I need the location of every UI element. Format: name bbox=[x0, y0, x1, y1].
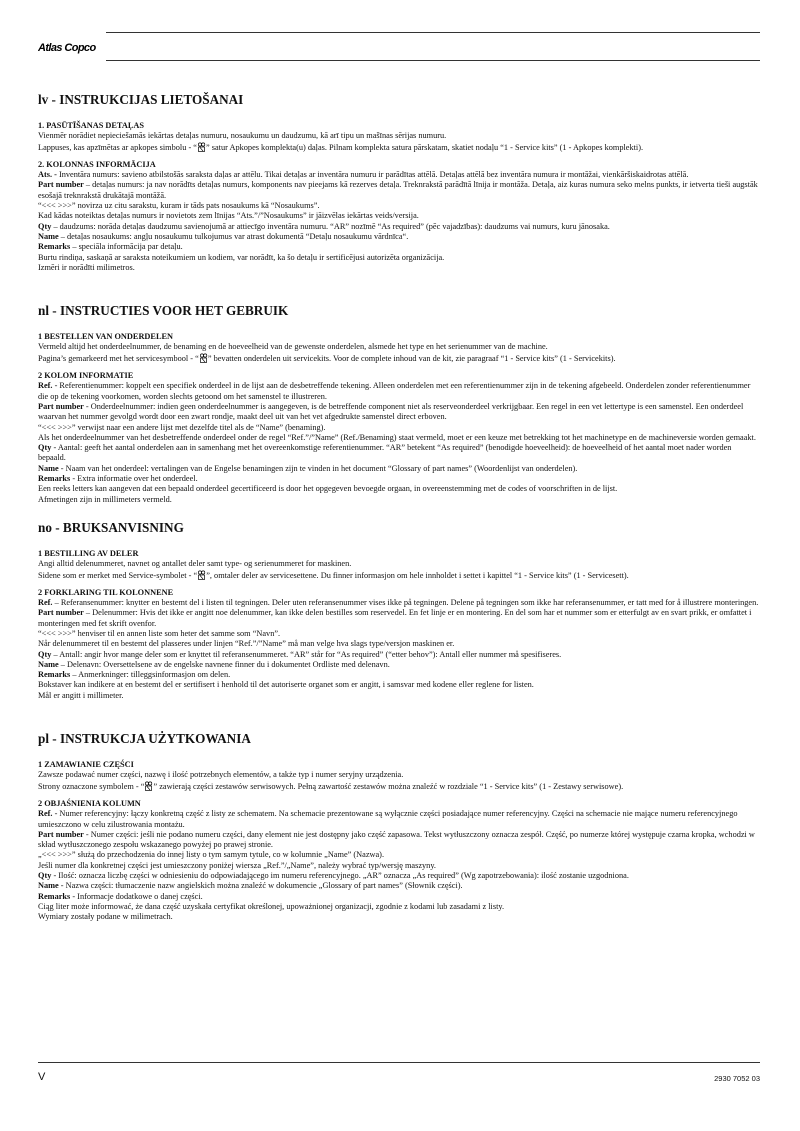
paragraph: Remarks - Extra informatie over het onderdeel. bbox=[38, 474, 198, 484]
paragraph: Angi alltid delenummeret, navnet og antallet deler samt type- og serienummeret for maskinen. bbox=[38, 559, 352, 569]
section-title-lv: lv - INSTRUKCIJAS LIETOŠANAI bbox=[38, 92, 244, 107]
paragraph: Een reeks letters kan aangeven dat een bepaald onderdeel gecertificeerd is door het opgegeven bevoegde orgaan, in overeenstemming met de codes of voorschriften in de lijst. bbox=[38, 484, 618, 494]
paragraph: Name - Naam van het onderdeel: vertalingen van de Engelse benamingen zijn te vinden in het document “Glossary of part names” (Woordenlijst van onderdelen). bbox=[38, 463, 578, 473]
document-body bbox=[38, 92, 760, 923]
paragraph: Wymiary zostały podane w milimetrach. bbox=[38, 912, 173, 922]
paragraph: Part number – Delenummer: Hvis det ikke er angitt noe delenummer, kan ikke delen bestilles som reservedel. En fet linje er en montering. En del som har et nummer som er etterfulgt av en svart prikk, er omfattet i monteringen med fet skrift ovenfor. bbox=[38, 608, 752, 628]
section-title-nl: nl - INSTRUCTIES VOOR HET GEBRUIK bbox=[38, 303, 289, 319]
paragraph: Vienmēr norādiet nepieciešamās iekārtas detaļas numuru, nosaukumu un daudzumu, kā arī tipu un mašīnas sērijas numuru. bbox=[38, 131, 447, 141]
paragraph: Qty - Aantal: geeft het aantal onderdelen aan in samenhang met het overeenkomstige referentienummer. “AR” betekent “As required” (benodigde hoeveelheid): de hoeveelheid of het aantal moet nader worden bepaald. bbox=[38, 443, 732, 463]
paragraph: Jeśli numer dla konkretnej części jest umieszczony poniżej wiersza „Ref.”/„Name”, należy wybrać typ/wersję maszyny. bbox=[38, 860, 437, 870]
paragraph: Sidene som er merket med Service-symbolet - “ ”, omtaler deler av servicesettene. Du finner informasjon om hele innholdet i settet i kapittel “1 - Service kits” (1 - Servicesett). bbox=[38, 570, 629, 580]
paragraph: Pagina’s gemarkeerd met het servicesymbool - “ ” bevatten onderdelen uit servicekits. Voor de complete inhoud van de kit, zie paragraaf “1 - Service kits” (1 - Servicekits). bbox=[38, 353, 616, 363]
subheading-columns-no: 2 FORKLARING TIL KOLONNENE bbox=[38, 587, 174, 597]
page-number: V bbox=[38, 1071, 46, 1083]
atlas-copco-logo bbox=[38, 38, 96, 54]
paragraph: Burtu rindiņa, saskaņā ar saraksta noteikumiem un kodiem, var norādīt, ka šo detaļu ir sertificējusi autorizēta organizācija. bbox=[38, 252, 445, 262]
paragraph: Remarks – Anmerkninger: tilleggsinformasjon om delen. bbox=[38, 670, 231, 680]
paragraph: Ats. - Inventāra numurs: savieno atbilstošās saraksta daļas ar attēlu. Tikai detaļas ar inventāra numuru ir parādītas attēlā. Detaļas attēlā bez inventāra numura ir montāžai, vienkāršiskaidrotas attēlā. bbox=[38, 170, 689, 180]
subheading-columns-nl: 2 KOLOM INFORMATIE bbox=[38, 371, 134, 381]
paragraph: Når delenummeret til en bestemt del plasseres under linjen “Ref.”/”Name” må man velge hva slags type/versjon maskinen er. bbox=[38, 639, 455, 649]
subheading-columns-pl: 2 OBJAŚNIENIA KOLUMN bbox=[38, 798, 141, 808]
paragraph: „<<< >>>” służą do przechodzenia do innej listy o tym samym tytule, co w kolumnie „Name” (Nazwa). bbox=[38, 850, 385, 860]
paragraph: Qty - Ilość: oznacza liczbę części w odniesieniu do odpowiadającego im numeru referencyjnego. „AR” oznacza „As required” (Wg zapotrzebowania): ilość zostanie uzgodniona. bbox=[38, 871, 629, 881]
page-header bbox=[38, 32, 760, 56]
header-rule-top bbox=[106, 32, 760, 33]
paragraph: “<<< >>>” novirza uz citu sarakstu, kuram ir tāds pats nosaukums kā “Nosaukums”. bbox=[38, 201, 320, 211]
paragraph: Afmetingen zijn in millimeters vermeld. bbox=[38, 494, 172, 504]
paragraph: Remarks – speciāla informācija par detaļu. bbox=[38, 242, 183, 252]
subheading-ordering-no: 1 BESTILLING AV DELER bbox=[38, 548, 139, 558]
paragraph: Izmēri ir norādīti milimetros. bbox=[38, 262, 135, 272]
header-rule-bottom bbox=[106, 60, 760, 61]
paragraph: Part number – detaļas numurs: ja nav norādīts detaļas numurs, komponents nav pieejams kā rezerves detaļa. Treknrakstā parādītā līnija ir montāža. Detaļa, aiz kuras numura seko melns punkts, ir ietverta tieši augstāk esošajā treknrakstā drukātajā montāžā. bbox=[38, 180, 758, 200]
paragraph: Name – detaļas nosaukums: angļu nosaukumu tulkojumus var atrast dokumentā “Detaļu nosaukumu vārdnīca“. bbox=[38, 231, 409, 241]
paragraph: Mål er angitt i millimeter. bbox=[38, 690, 124, 700]
paragraph: Lappuses, kas apzīmētas ar apkopes simbolu - “ ” satur Apkopes komplekta(u) daļas. Pilnam komplekta satura pārskatam, skatiet nodaļu “1 - Service kits” (1 - Apkopes komplekti). bbox=[38, 142, 644, 152]
paragraph: Ref. - Referentienummer: koppelt een specifiek onderdeel in de lijst aan de desbetreffende tekening. Alleen onderdelen met een referentienummer zijn in de tekening afgebeeld. Onderdelen zonder referentienummer die op de tekening voorkomen, worden slechts getoond om het samenstel te illustreren. bbox=[38, 381, 751, 401]
service-kit-icon bbox=[197, 142, 206, 152]
paragraph: Ciąg liter może informować, że dana część uzyskała certyfikat określonej, upoważnionej organizacji, zgodnie z kodami lub zasadami z listy. bbox=[38, 901, 505, 911]
paragraph: Zawsze podawać numer części, nazwę i ilość potrzebnych elementów, a także typ i numer seryjny urządzenia. bbox=[38, 770, 404, 780]
subheading-ordering-pl: 1 ZAMAWIANIE CZĘŚCI bbox=[38, 760, 134, 770]
service-kit-icon bbox=[197, 570, 206, 580]
subheading-ordering-lv: 1. PASŪTĪŠANAS DETAĻAS bbox=[38, 121, 144, 130]
section-title-pl: pl - INSTRUKCJA UŻYTKOWANIA bbox=[38, 731, 251, 747]
subheading-ordering-nl: 1 BESTELLEN VAN ONDERDELEN bbox=[38, 332, 174, 342]
paragraph: Strony oznaczone symbolem - “ ” zawierają części zestawów serwisowych. Pełną zawartość zestawów można znaleźć w rozdziale “1 - Service kits” (1 - Zestawy serwisowe). bbox=[38, 781, 624, 791]
paragraph: Kad kādas noteiktas detaļas numurs ir novietots zem līnijas “Ats.”/”Nosaukums” ir jāizvēlas iekārtas veids/versija. bbox=[38, 211, 419, 221]
paragraph: Remarks - Informacje dodatkowe o danej części. bbox=[38, 891, 203, 901]
svg-text:Atlas Copco: Atlas Copco bbox=[38, 42, 96, 54]
service-kit-icon bbox=[199, 353, 208, 363]
paragraph: Name – Delenavn: Oversettelsene av de engelske navnene finner du i dokumentet Ordliste med delenavn. bbox=[38, 659, 390, 669]
paragraph: Part number - Numer części: jeśli nie podano numeru części, dany element nie jest dostępny jako część zapasowa. Tekst wytłuszczony oznacza zespół. Część, po numerze której występuje czarna kropka, wchodzi w skład wytłuszczonego zespołu wskazanego powyżej po prawej stronie. bbox=[38, 829, 755, 850]
paragraph: “<<< >>>” verwijst naar een andere lijst met dezelfde titel als de “Name” (benaming). bbox=[38, 422, 326, 432]
paragraph: Bokstaver kan indikere at en bestemt del er sertifisert i henhold til det autoriserte organet som er angitt, i samsvar med kodene eller reglene for listen. bbox=[38, 680, 534, 690]
paragraph: Qty – Antall: angir hvor mange deler som er knyttet til referansenummeret. “AR” står for “As required” (“etter behov”): Antall eller nummer må spesifiseres. bbox=[38, 649, 562, 659]
document-number: 2930 7052 03 bbox=[714, 1074, 760, 1083]
paragraph: Ref. - Numer referencyjny: łączy konkretną część z listy ze schematem. Na schemacie prezentowane są wyłącznie części posiadające numer referencyjny. Części na schemacie nie mające numeru referencyjnego umieszczono w celu zilustrowania montażu. bbox=[38, 809, 738, 829]
section-title-no: no - BRUKSANVISNING bbox=[38, 519, 184, 535]
subheading-columns-lv: 2. KOLONNAS INFORMĀCIJA bbox=[38, 159, 156, 169]
footer-rule bbox=[38, 1062, 760, 1063]
paragraph: Ref. – Referansenummer: knytter en bestemt del i listen til tegningen. Deler uten referansenummer vises ikke på tegningen. Delene på tegningen som ikke har referansenummer, er tatt med for å illustrere monteringen. bbox=[38, 598, 759, 608]
paragraph: Als het onderdeelnummer van het desbetreffende onderdeel onder de regel “Ref.”/”Name” (Ref./Benaming) staat vermeld, moet er een keuze met betrekking tot het machinetype en de machineversie worden gemaakt. bbox=[38, 432, 756, 442]
paragraph: Name - Nazwa części: tłumaczenie nazw angielskich można znaleźć w dokumencie „Glossary of part names” (Słownik części). bbox=[38, 881, 463, 891]
paragraph: Qty – daudzums: norāda detaļas daudzumu savienojumā ar attiecīgo inventāra numuru. “AR” nozīmē “As required” (pēc vajadzības): daudzums vai numurs, kuru jānosaka. bbox=[38, 221, 610, 231]
paragraph: “<<< >>>” henviser til en annen liste som heter det samme som “Navn”. bbox=[38, 628, 281, 638]
paragraph: Vermeld altijd het onderdeelnummer, de benaming en de hoeveelheid van de gewenste onderdelen, alsmede het type en het serienummer van de machine. bbox=[38, 342, 548, 352]
paragraph: Part number - Onderdeelnummer: indien geen onderdeelnummer is aangegeven, is de betreffende component niet als reserveonderdeel verkrijgbaar. Een regel in een vet lettertype is een samenstel. Een onderdeel waarvan het nummer gevolgd wordt door een zwart rondje, maakt deel uit van het vet afgedrukte samenstel direct erboven. bbox=[38, 401, 744, 422]
